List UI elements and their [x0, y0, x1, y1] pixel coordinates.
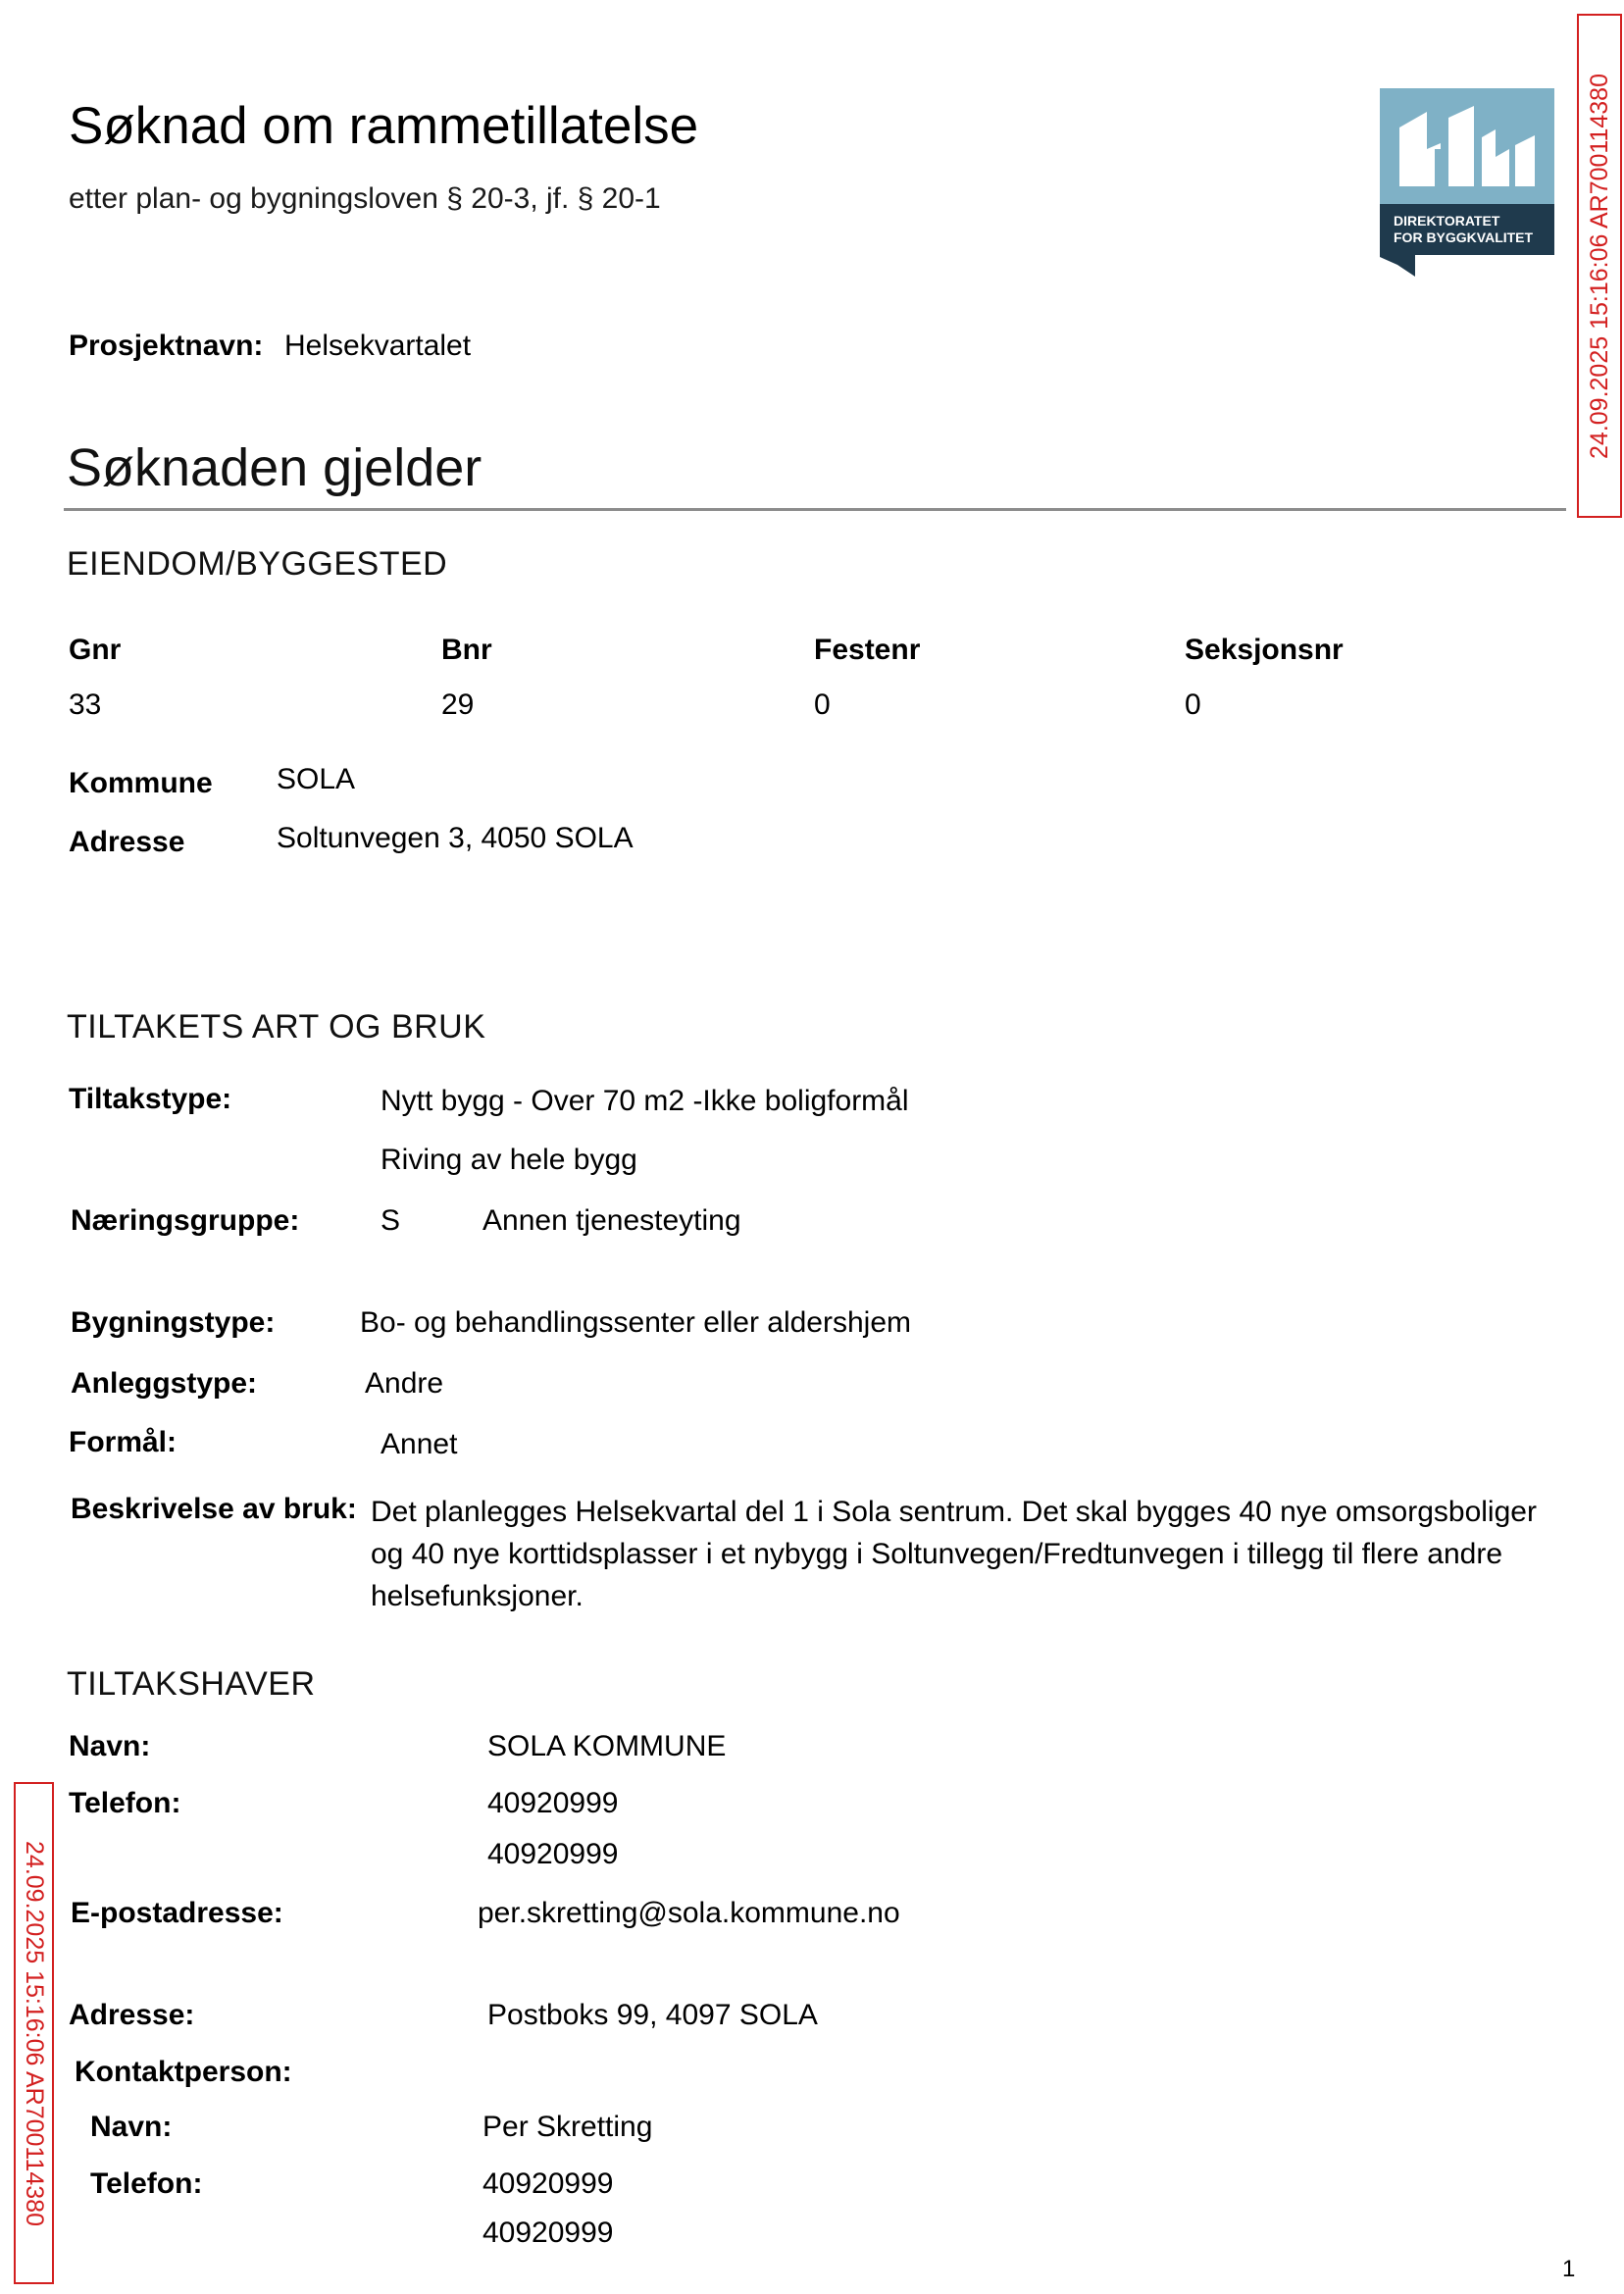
tiltakshaver-navn-label: Navn: — [69, 1730, 151, 1762]
tiltakshaver-heading: TILTAKSHAVER — [67, 1665, 316, 1703]
festenr-label: Festenr — [814, 634, 921, 666]
receipt-stamp-left — [14, 1782, 54, 2284]
kommune-label: Kommune — [69, 767, 213, 799]
bnr-value: 29 — [441, 688, 475, 721]
bygningstype-label: Bygningstype: — [71, 1306, 276, 1339]
beskrivelse-value: Det planlegges Helsekvartal del 1 i Sola sentrum. Det skal bygges 40 nye omsorgsboliger og 40 nye korttidsplasser i et nybygg i Soltunvegen/Fredtunvegen i tillegg til flere andre helsefunksjoner. — [371, 1496, 1537, 1612]
bnr-label: Bnr — [441, 634, 492, 666]
formal-value: Annet — [381, 1428, 458, 1460]
gnr-value: 33 — [69, 688, 102, 721]
dibk-logo — [1380, 88, 1554, 277]
tiltakshaver-navn-value: SOLA KOMMUNE — [487, 1730, 727, 1762]
tiltakstype-value-2: Riving av hele bygg — [381, 1144, 637, 1176]
anleggstype-label: Anleggstype: — [71, 1367, 258, 1400]
seksjonsnr-value: 0 — [1185, 688, 1201, 721]
project-name-label: Prosjektnavn: — [69, 330, 264, 362]
kontakt-telefon-value-1: 40920999 — [482, 2167, 614, 2200]
tiltakshaver-telefon-label: Telefon: — [69, 1787, 181, 1819]
epost-value: per.skretting@sola.kommune.no — [478, 1897, 900, 1929]
epost-label: E-postadresse: — [71, 1897, 283, 1929]
naeringsgruppe-code: S — [381, 1204, 401, 1237]
anleggstype-value: Andre — [365, 1367, 444, 1400]
tiltakshaver-telefon-value-1: 40920999 — [487, 1787, 619, 1819]
naeringsgruppe-label: Næringsgruppe: — [71, 1204, 300, 1237]
logo-text-line1: DIREKTORATET — [1394, 213, 1500, 229]
kontakt-navn-label: Navn: — [90, 2111, 173, 2143]
tiltakshaver-adresse-value: Postboks 99, 4097 SOLA — [487, 1999, 818, 2031]
page-number: 1 — [1562, 2256, 1576, 2282]
adresse-value: Soltunvegen 3, 4050 SOLA — [277, 822, 634, 854]
kontakt-navn-value: Per Skretting — [482, 2111, 653, 2143]
tiltakstype-label: Tiltakstype: — [69, 1083, 232, 1115]
bygningstype-value: Bo- og behandlingssenter eller aldershjem — [360, 1306, 912, 1339]
seksjonsnr-label: Seksjonsnr — [1185, 634, 1344, 666]
section-title: Søknaden gjelder — [67, 438, 482, 497]
adresse-label: Adresse — [69, 826, 185, 858]
logo-text-line2: FOR BYGGKVALITET — [1394, 229, 1534, 245]
dibk-logo-graphic — [1380, 88, 1554, 277]
page-subtitle: etter plan- og bygningsloven § 20-3, jf. § 20-1 — [69, 182, 661, 215]
naeringsgruppe-value: Annen tjenesteyting — [482, 1204, 741, 1237]
kontakt-telefon-label: Telefon: — [90, 2167, 203, 2200]
tiltak-heading: TILTAKETS ART OG BRUK — [67, 1008, 486, 1045]
festenr-value: 0 — [814, 688, 831, 721]
tiltakshaver-telefon-value-2: 40920999 — [487, 1838, 619, 1870]
eiendom-heading: EIENDOM/BYGGESTED — [67, 545, 448, 583]
tiltakstype-value-1: Nytt bygg - Over 70 m2 -Ikke boligformål — [381, 1085, 909, 1117]
section-divider — [64, 508, 1566, 511]
tiltakshaver-adresse-label: Adresse: — [69, 1999, 195, 2031]
kontakt-telefon-value-2: 40920999 — [482, 2217, 614, 2249]
beskrivelse-label: Beskrivelse av bruk: — [71, 1493, 357, 1525]
project-name-value: Helsekvartalet — [284, 330, 472, 362]
kommune-value: SOLA — [277, 763, 356, 795]
gnr-label: Gnr — [69, 634, 122, 666]
receipt-stamp-right — [1577, 14, 1622, 518]
kontaktperson-label: Kontaktperson: — [75, 2056, 292, 2088]
stamp-text: 24.09.2025 15:16:06 AR700114380 — [1585, 73, 1613, 459]
page-title: Søknad om rammetillatelse — [69, 97, 699, 155]
formal-label: Formål: — [69, 1426, 178, 1458]
stamp-text: 24.09.2025 15:16:06 AR700114380 — [21, 1840, 48, 2226]
